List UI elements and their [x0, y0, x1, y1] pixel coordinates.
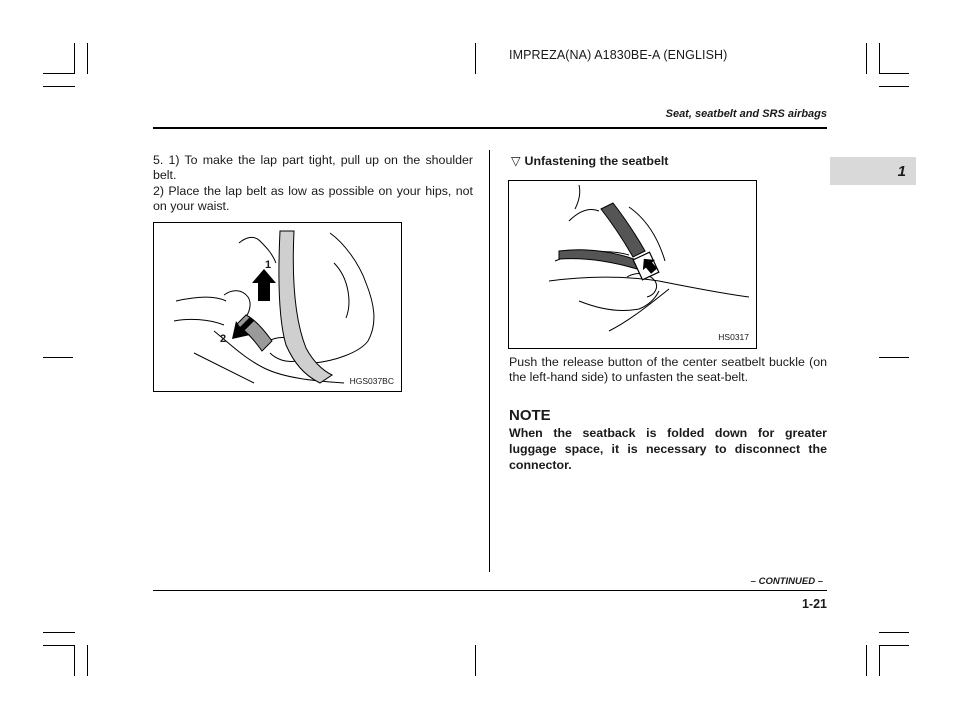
crop-mark	[87, 645, 88, 676]
triangle-marker-icon: ▽	[511, 154, 521, 168]
seatbelt-strap	[601, 203, 645, 257]
crop-mark	[879, 632, 909, 633]
crop-mark	[43, 645, 75, 646]
chapter-tab: 1	[830, 157, 916, 185]
crop-mark	[879, 645, 909, 646]
arrow-up-icon	[252, 269, 276, 301]
footer-rule	[153, 590, 827, 591]
instruction-step-2: 2) Place the lap belt as low as possible on your hips, not on your waist.	[153, 184, 473, 214]
unfasten-belt-drawing	[509, 181, 756, 348]
continued-label: – CONTINUED –	[750, 576, 823, 587]
crop-mark	[43, 86, 75, 87]
crop-mark	[475, 645, 476, 676]
crop-mark	[43, 632, 75, 633]
figure-code: HGS037BC	[349, 376, 394, 386]
column-divider	[489, 150, 490, 572]
subsection-heading	[511, 153, 668, 168]
crop-mark	[879, 357, 909, 358]
lap-belt-drawing	[154, 223, 401, 391]
crop-mark	[74, 43, 75, 74]
crop-mark	[879, 86, 909, 87]
crop-mark	[879, 645, 880, 676]
instruction-step-1: 5. 1) To make the lap part tight, pull up on the shoulder belt.	[153, 153, 473, 183]
crop-mark	[475, 43, 476, 74]
unfasten-belt-illustration	[508, 180, 757, 349]
note-title: NOTE	[509, 407, 551, 424]
lap-belt-illustration	[153, 222, 402, 392]
shoulder-belt	[279, 231, 332, 383]
document-id: IMPREZA(NA) A1830BE-A (ENGLISH)	[509, 48, 728, 62]
lap-strap	[559, 250, 639, 269]
crop-mark	[866, 645, 867, 676]
note-body: When the seatback is folded down for greater luggage space, it is necessary to disconnect the connector.	[509, 426, 827, 472]
crop-mark	[87, 43, 88, 74]
body-text: Push the release button of the center seatbelt buckle (on the left-hand side) to unfasten the seat-belt.	[509, 355, 827, 385]
crop-mark	[879, 73, 909, 74]
crop-mark	[879, 43, 880, 74]
section-title: Seat, seatbelt and SRS airbags	[665, 108, 827, 120]
figure-code: HS0317	[718, 332, 749, 342]
crop-mark	[43, 73, 75, 74]
crop-mark	[866, 43, 867, 74]
callout-1: 1	[265, 259, 272, 271]
crop-mark	[74, 645, 75, 676]
subsection-heading-text: Unfastening the seatbelt	[524, 154, 669, 168]
header-rule	[153, 127, 827, 129]
page-number: 1-21	[801, 597, 827, 611]
callout-2: 2	[220, 333, 227, 345]
crop-mark	[43, 357, 73, 358]
